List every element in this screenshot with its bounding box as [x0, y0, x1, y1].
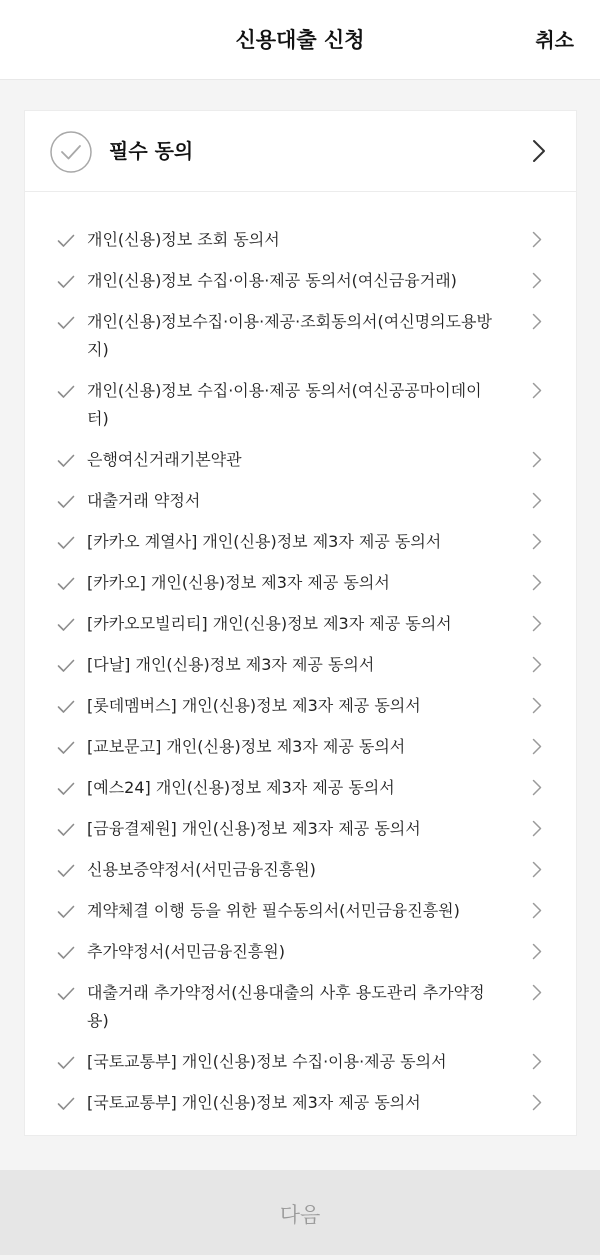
agreement-item-label: [국토교통부] 개인(신용)정보 제3자 제공 동의서: [87, 1093, 421, 1112]
check-icon: [57, 659, 75, 673]
app-header: [0, 0, 600, 80]
agreement-item-label: [카카오모빌리티] 개인(신용)정보 제3자 제공 동의서: [87, 614, 452, 633]
agreement-list: [25, 219, 576, 1123]
agreement-item[interactable]: [25, 890, 576, 931]
check-icon: [57, 234, 75, 248]
agreement-item[interactable]: [25, 1082, 576, 1123]
agreement-item-label: [다날] 개인(신용)정보 제3자 제공 동의서: [87, 655, 375, 674]
chevron-right-icon: [532, 738, 542, 755]
check-icon: [57, 1097, 75, 1111]
agreement-item[interactable]: [25, 480, 576, 521]
agreement-item-label: 대출거래 추가약정서(신용대출의 사후 용도관리 추가약정용): [87, 983, 485, 1030]
chevron-right-icon: [532, 656, 542, 673]
agreement-item-label: 계약체결 이행 등을 위한 필수동의서(서민금융진흥원): [87, 901, 460, 920]
check-icon: [57, 495, 75, 509]
agreement-item[interactable]: [25, 972, 576, 1041]
agreement-item-label: [카카오 계열사] 개인(신용)정보 제3자 제공 동의서: [87, 532, 442, 551]
agreement-item[interactable]: [25, 808, 576, 849]
agreement-item[interactable]: [25, 370, 576, 439]
check-icon: [57, 618, 75, 632]
agreement-item[interactable]: [25, 685, 576, 726]
chevron-right-icon: [532, 139, 546, 163]
chevron-right-icon: [532, 861, 542, 878]
agreement-item[interactable]: [25, 767, 576, 808]
page-title: 신용대출 신청: [235, 28, 365, 52]
chevron-right-icon: [532, 533, 542, 550]
agreement-item[interactable]: [25, 260, 576, 301]
agreement-item[interactable]: [25, 644, 576, 685]
chevron-right-icon: [532, 902, 542, 919]
check-icon: [57, 577, 75, 591]
agree-all-label: 필수 동의: [109, 139, 194, 163]
agreement-item-label: 대출거래 약정서: [87, 491, 201, 510]
circle-check-icon[interactable]: [50, 131, 92, 173]
check-icon: [57, 536, 75, 550]
agreement-item-label: 개인(신용)정보 조회 동의서: [87, 230, 280, 249]
check-icon: [57, 864, 75, 878]
agreement-item-label: [국토교통부] 개인(신용)정보 수집·이용·제공 동의서: [87, 1052, 447, 1071]
chevron-right-icon: [532, 1053, 542, 1070]
agreement-card: [24, 110, 577, 1136]
chevron-right-icon: [532, 820, 542, 837]
cancel-button[interactable]: 취소: [535, 28, 574, 52]
chevron-right-icon: [532, 313, 542, 330]
check-icon: [57, 741, 75, 755]
check-icon: [57, 905, 75, 919]
next-button[interactable]: 다음: [0, 1170, 600, 1255]
agreement-item-label: 추가약정서(서민금융진흥원): [87, 942, 285, 961]
chevron-right-icon: [532, 272, 542, 289]
chevron-right-icon: [532, 1094, 542, 1111]
agreement-item-label: [롯데멤버스] 개인(신용)정보 제3자 제공 동의서: [87, 696, 421, 715]
chevron-right-icon: [532, 492, 542, 509]
chevron-right-icon: [532, 231, 542, 248]
chevron-right-icon: [532, 943, 542, 960]
chevron-right-icon: [532, 984, 542, 1001]
chevron-right-icon: [532, 574, 542, 591]
agreement-item-label: [금융결제원] 개인(신용)정보 제3자 제공 동의서: [87, 819, 421, 838]
agreement-item-label: 신용보증약정서(서민금융진흥원): [87, 860, 316, 879]
check-icon: [57, 823, 75, 837]
agreement-item[interactable]: [25, 931, 576, 972]
check-icon: [57, 1056, 75, 1070]
check-icon: [57, 316, 75, 330]
chevron-right-icon: [532, 382, 542, 399]
agreement-item[interactable]: [25, 301, 576, 370]
agreement-item[interactable]: [25, 219, 576, 260]
agreement-item[interactable]: [25, 439, 576, 480]
chevron-right-icon: [532, 451, 542, 468]
check-icon: [57, 782, 75, 796]
agreement-item[interactable]: [25, 562, 576, 603]
agreement-item-label: [예스24] 개인(신용)정보 제3자 제공 동의서: [87, 778, 395, 797]
agreement-item-label: 개인(신용)정보 수집·이용·제공 동의서(여신공공마이데이터): [87, 381, 482, 428]
agreement-item[interactable]: [25, 603, 576, 644]
chevron-right-icon: [532, 697, 542, 714]
agreement-item[interactable]: [25, 521, 576, 562]
chevron-right-icon: [532, 779, 542, 796]
agreement-item-label: [교보문고] 개인(신용)정보 제3자 제공 동의서: [87, 737, 406, 756]
check-icon: [57, 385, 75, 399]
agreement-item[interactable]: [25, 849, 576, 890]
agreement-item[interactable]: [25, 726, 576, 767]
agreement-item-label: 개인(신용)정보 수집·이용·제공 동의서(여신금융거래): [87, 271, 457, 290]
agreement-item-label: 개인(신용)정보수집·이용·제공·조회동의서(여신명의도용방지): [87, 312, 492, 359]
check-icon: [57, 275, 75, 289]
agree-all-row[interactable]: [25, 111, 576, 192]
chevron-right-icon: [532, 615, 542, 632]
check-icon: [57, 946, 75, 960]
check-icon: [57, 454, 75, 468]
agreement-item[interactable]: [25, 1041, 576, 1082]
check-icon: [57, 700, 75, 714]
agreement-item-label: 은행여신거래기본약관: [87, 450, 242, 469]
check-icon: [57, 987, 75, 1001]
agreement-item-label: [카카오] 개인(신용)정보 제3자 제공 동의서: [87, 573, 390, 592]
